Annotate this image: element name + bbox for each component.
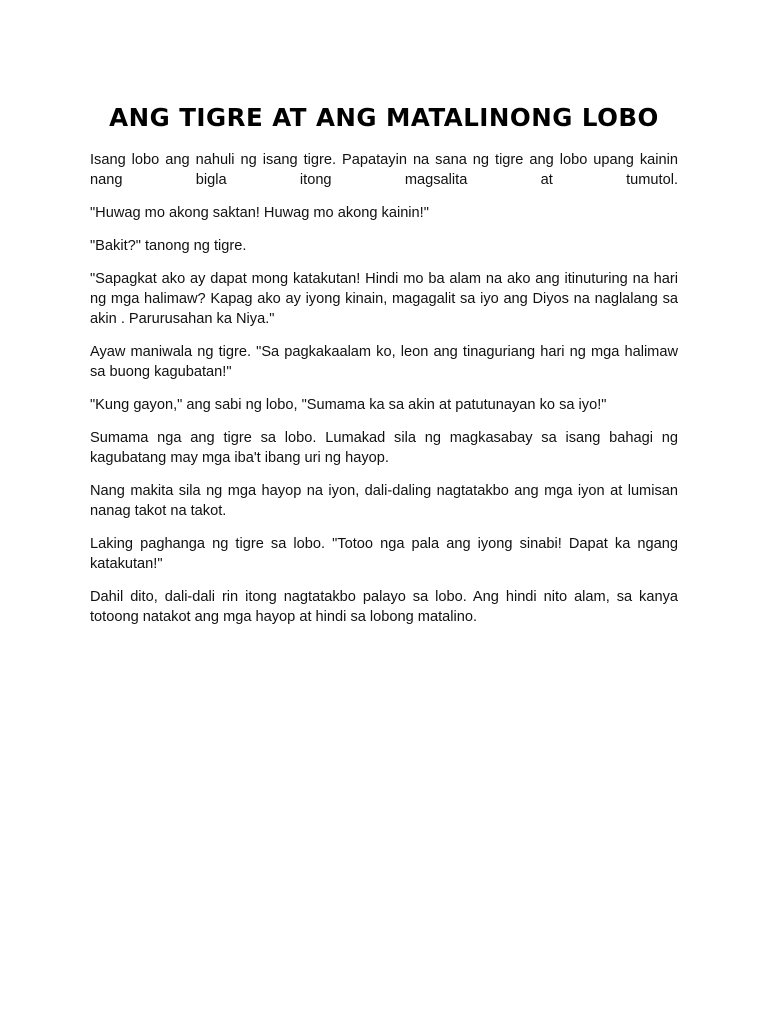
document-title: ANG TIGRE AT ANG MATALINONG LOBO	[109, 103, 659, 132]
paragraph-10: Dahil dito, dali-dali rin itong nagtatakbo palayo sa lobo. Ang hindi nito alam, sa kanya totoong natakot ang mga hayop at hindi sa lobong matalino.	[90, 589, 678, 625]
paragraph-7: Sumama nga ang tigre sa lobo. Lumakad sila ng magkasabay sa isang bahagi ng kagubatang may mga iba't ibang uri ng hayop.	[90, 430, 678, 466]
paragraph-8: Nang makita sila ng mga hayop na iyon, dali-daling nagtatakbo ang mga iyon at lumisan nanag takot na takot.	[90, 483, 678, 519]
paragraph-3: "Bakit?" tanong ng tigre.	[90, 238, 247, 254]
paragraph-6: "Kung gayon," ang sabi ng lobo, "Sumama ka sa akin at patutunayan ko sa iyo!"	[90, 397, 607, 413]
paragraph-4: "Sapagkat ako ay dapat mong katakutan! Hindi mo ba alam na ako ang itinuturing na hari ng mga halimaw? Kapag ako ay iyong kinain, magagalit sa iyo ang Diyos na naglalang sa akin . Parurusahan ka Niya."	[90, 271, 678, 327]
paragraph-5: Ayaw maniwala ng tigre. "Sa pagkakaalam ko, leon ang tinaguriang hari ng mga halimaw sa buong kagubatan!"	[90, 344, 678, 380]
paragraph-1: Isang lobo ang nahuli ng isang tigre. Papatayin na sana ng tigre ang lobo upang kainin nang bigla itong magsalita at tumutol.	[90, 152, 678, 188]
paragraph-9: Laking paghanga ng tigre sa lobo. "Totoo nga pala ang iyong sinabi! Dapat ka ngang katakutan!"	[90, 536, 678, 572]
paragraph-2: "Huwag mo akong saktan! Huwag mo akong kainin!"	[90, 205, 429, 221]
document-body	[90, 150, 678, 640]
